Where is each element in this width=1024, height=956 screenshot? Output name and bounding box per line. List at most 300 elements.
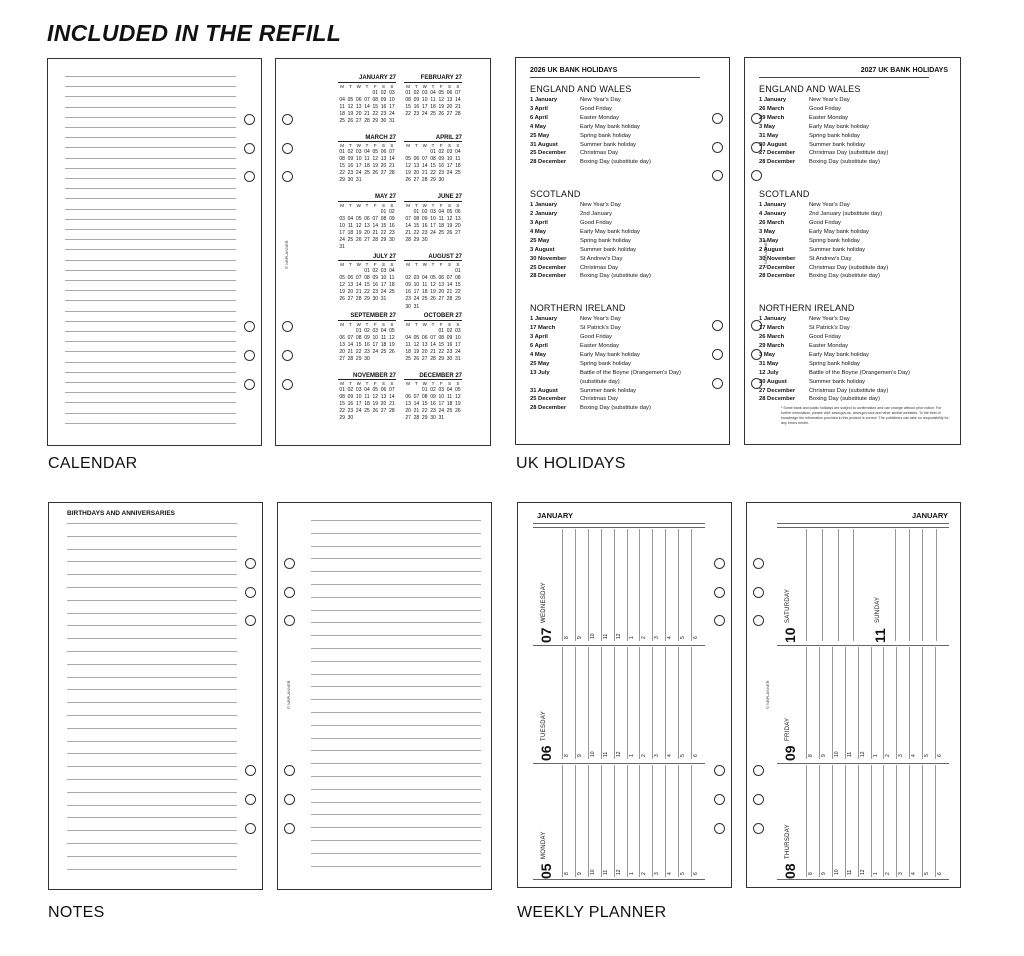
day-cell: 04: [380, 327, 387, 334]
day-cell: 21: [421, 170, 428, 177]
weekday-header: F: [373, 381, 377, 386]
day-cell: 27: [355, 117, 362, 124]
day-cell: 10: [413, 282, 420, 289]
day-cell: 06: [413, 156, 420, 163]
hour-column-line: [601, 765, 602, 877]
day-cell: 20: [339, 348, 345, 355]
ring-hole: [284, 794, 295, 805]
holiday-row: [530, 210, 612, 219]
day-name: FRIDAY: [785, 717, 791, 741]
holiday-name: New Year's Day: [809, 97, 850, 103]
region-heading: ENGLAND AND WALES: [530, 84, 632, 94]
day-cell: 29: [339, 415, 345, 422]
holiday-date: 28 December: [530, 159, 567, 166]
ring-hole: [282, 143, 293, 154]
day-cell: 25: [339, 117, 345, 124]
day-cell: 13: [380, 156, 387, 163]
holiday-date: 2 August: [759, 246, 784, 253]
holiday-row: [759, 387, 888, 396]
month-name: JULY 27: [338, 254, 396, 262]
holiday-date: 27 December: [759, 264, 796, 271]
day-cell: 03: [380, 268, 387, 275]
day-cell: 08: [380, 215, 387, 222]
day-cell: 18: [438, 222, 445, 229]
holiday-row: [759, 210, 882, 219]
day-cell: 05: [430, 275, 436, 282]
day-cell: 20: [413, 170, 420, 177]
day-cell: 01: [339, 149, 345, 156]
holiday-name: Easter Monday: [580, 343, 619, 349]
day-cell: 09: [380, 96, 387, 103]
day-cell: 29: [355, 355, 362, 362]
day-cell: 03: [455, 327, 461, 334]
holiday-row: [530, 123, 640, 132]
hour-label: 6: [693, 872, 700, 875]
holiday-name: Christmas Day: [580, 150, 619, 157]
hour-label: 1: [872, 754, 879, 757]
day-cell: 01: [421, 387, 428, 394]
day-cell: 16: [438, 163, 445, 170]
weekday-header: T: [365, 321, 369, 327]
weekly-planner-label: WEEKLY PLANNER: [517, 904, 667, 921]
day-cell: 20: [347, 289, 354, 296]
weekday-header: S: [390, 321, 394, 327]
holiday-row: [530, 158, 651, 167]
day-cell: 08: [455, 275, 461, 282]
day-cell: 25: [430, 110, 436, 117]
hour-column-line: [665, 765, 666, 877]
month-name: JUNE 27: [404, 194, 462, 202]
holiday-name: (substitute day): [580, 378, 620, 385]
day-name: SATURDAY: [785, 588, 791, 623]
day-cell: 12: [372, 394, 379, 401]
empty-cell: [404, 387, 412, 394]
ring-hole: [245, 765, 256, 776]
day-cell: 21: [405, 229, 411, 236]
day-cell: 02: [430, 387, 436, 394]
day-cell: 21: [389, 163, 395, 170]
month-grid: [338, 83, 396, 126]
day-cell: 25: [446, 408, 453, 415]
weekday-header: T: [431, 202, 435, 208]
notes-page-left: [48, 502, 263, 890]
holidays-2027-page: [744, 57, 961, 445]
hour-column-line: [858, 765, 859, 877]
weekday-header: W: [356, 202, 361, 208]
hour-label: 11: [602, 869, 609, 875]
empty-cell: [346, 90, 354, 97]
day-cell: 30: [372, 296, 379, 303]
day-cell: 12: [430, 282, 436, 289]
hour-column-line: [883, 647, 884, 759]
ruled-line: [65, 168, 236, 169]
day-cell: 17: [446, 163, 453, 170]
weekday-header: W: [356, 381, 361, 386]
day-cell: 24: [380, 289, 387, 296]
holiday-name: Boxing Day (substitute day): [580, 159, 651, 166]
day-cell: 05: [446, 208, 453, 215]
day-cell: 11: [364, 394, 370, 401]
holiday-date: 13 July: [530, 369, 550, 376]
day-cell: 13: [339, 341, 345, 348]
day-cell: 07: [347, 334, 354, 341]
holiday-date: 1 January: [530, 316, 558, 323]
holiday-row: [530, 360, 631, 369]
day-cell: 01: [355, 327, 362, 334]
weekday-header: F: [373, 321, 377, 327]
day-cell: 03: [438, 387, 445, 394]
weekday-header: S: [448, 381, 452, 386]
holiday-name: Good Friday: [809, 220, 841, 226]
weekday-header: M: [340, 321, 345, 327]
empty-cell: [338, 268, 346, 275]
day-cell: 07: [430, 334, 436, 341]
day-cell: 13: [347, 282, 354, 289]
day-cell: 20: [405, 408, 411, 415]
day-number: 11: [872, 628, 888, 643]
day-cell: 24: [421, 110, 428, 117]
day-cell: 19: [430, 289, 436, 296]
weekday-header: S: [456, 83, 460, 89]
month-name: NOVEMBER 27: [338, 373, 396, 381]
day-cell: 04: [339, 96, 345, 103]
hour-label: 3: [654, 636, 661, 639]
holiday-row: [759, 272, 880, 281]
day-cell: 26: [347, 117, 354, 124]
ring-hole: [244, 350, 255, 361]
uk-holidays-label: UK HOLIDAYS: [516, 455, 626, 472]
day-divider: [777, 763, 949, 764]
hour-column-line: [588, 765, 589, 877]
ring-hole: [245, 558, 256, 569]
day-cell: 11: [339, 103, 345, 110]
holiday-name: Summer bank holiday: [809, 246, 866, 253]
holiday-name: Early May bank holiday: [580, 351, 640, 358]
day-cell: 01: [405, 89, 411, 96]
day-cell: 15: [455, 282, 461, 289]
day-cell: 17: [455, 341, 461, 348]
day-cell: 10: [380, 275, 387, 282]
day-cell: 10: [438, 394, 445, 401]
holiday-name: Good Friday: [809, 334, 841, 341]
ring-hole: [753, 823, 764, 834]
holiday-name: Boxing Day (substitute day): [809, 273, 880, 280]
day-cell: 22: [438, 348, 445, 355]
day-cell: 28: [364, 117, 370, 124]
ruled-line: [67, 651, 237, 652]
day-cell: 17: [389, 103, 395, 110]
day-cell: 23: [446, 348, 453, 355]
holiday-name: Summer bank holiday: [580, 387, 637, 394]
hour-label: 3: [654, 872, 661, 875]
ruled-line: [311, 750, 481, 751]
holiday-row: [759, 237, 860, 246]
ruled-line: [67, 728, 237, 729]
holiday-date: 26 March: [759, 334, 785, 341]
day-cell: 11: [430, 96, 436, 103]
day-cell: 07: [355, 275, 362, 282]
day-cell: 06: [455, 208, 461, 215]
day-cell: 20: [421, 348, 428, 355]
day-cell: 04: [438, 208, 445, 215]
weekday-header: S: [390, 143, 394, 148]
ring-hole: [712, 349, 723, 360]
day-cell: 31: [380, 296, 387, 303]
day-cell: 01: [413, 208, 420, 215]
ruled-line: [311, 610, 481, 611]
ruled-line: [65, 382, 236, 383]
holiday-date: 28 December: [759, 273, 796, 280]
holiday-name: Early May bank holiday: [580, 123, 640, 130]
day-cell: 10: [446, 156, 453, 163]
day-cell: 13: [355, 103, 362, 110]
day-cell: 24: [355, 170, 362, 177]
hour-label: 11: [846, 869, 853, 875]
day-cell: 08: [355, 334, 362, 341]
ring-hole: [245, 794, 256, 805]
day-cell: 07: [364, 96, 370, 103]
month-name: APRIL 27: [404, 135, 462, 143]
day-cell: 10: [455, 334, 461, 341]
calendar-month: [338, 75, 396, 125]
ring-hole: [714, 765, 725, 776]
hour-column-line: [652, 529, 653, 641]
hour-label: 6: [693, 754, 700, 757]
calendar-month: [404, 373, 462, 423]
hour-label: 11: [846, 751, 853, 757]
day-cell: 31: [455, 355, 461, 362]
ring-hole: [284, 558, 295, 569]
holiday-date: 31 May: [759, 237, 779, 244]
day-cell: 07: [413, 394, 420, 401]
day-cell: 16: [421, 222, 428, 229]
month-grid: [338, 380, 396, 423]
holiday-date: 1 January: [759, 202, 787, 209]
day-cell: 01: [430, 149, 436, 156]
ruled-line: [311, 789, 481, 790]
day-cell: 28: [347, 355, 354, 362]
holiday-date: 1 January: [530, 97, 558, 103]
day-cell: 17: [438, 401, 445, 408]
holiday-row: [759, 96, 850, 105]
ruled-line: [65, 331, 236, 332]
weekday-header: T: [415, 143, 418, 148]
hour-column-line: [639, 647, 640, 759]
ruled-line: [65, 158, 236, 159]
holiday-name: New Year's Day: [580, 316, 621, 323]
day-cell: 08: [372, 96, 379, 103]
day-cell: 12: [438, 96, 445, 103]
holiday-row: [759, 246, 865, 255]
holiday-row: [759, 342, 848, 351]
day-cell: 16: [372, 282, 379, 289]
weekday-header: W: [422, 321, 427, 327]
hour-label: 6: [693, 636, 700, 639]
ruled-line: [311, 827, 481, 828]
day-cell: 12: [355, 222, 362, 229]
day-cell: 17: [421, 103, 428, 110]
day-cell: 24: [355, 408, 362, 415]
ruled-line: [65, 198, 236, 199]
holiday-date: 25 December: [530, 150, 567, 157]
empty-cell: [346, 268, 354, 275]
hour-column-line: [845, 765, 846, 877]
empty-cell: [404, 328, 412, 335]
holiday-name: Spring bank holiday: [580, 360, 631, 367]
holiday-name: Boxing Day (substitute day): [580, 405, 651, 412]
day-cell: 26: [446, 229, 453, 236]
hour-column-line: [691, 529, 692, 641]
holiday-date: 28 December: [530, 273, 567, 280]
holiday-row: [530, 149, 618, 158]
hour-label: 8: [564, 754, 570, 757]
day-cell: 17: [430, 222, 436, 229]
weekday-header: T: [431, 262, 435, 267]
day-cell: 30: [421, 236, 428, 243]
day-cell: 18: [455, 163, 461, 170]
weekday-header: S: [390, 381, 394, 386]
holiday-name: New Year's Day: [809, 316, 850, 323]
holiday-date: 25 May: [530, 360, 550, 367]
day-cell: 30: [389, 236, 395, 243]
holiday-date: 3 April: [530, 334, 548, 341]
day-cell: 01: [372, 89, 379, 96]
ruled-line: [67, 600, 237, 601]
day-cell: 28: [421, 177, 428, 184]
day-cell: 06: [347, 275, 354, 282]
holiday-date: 1 January: [530, 202, 558, 209]
day-cell: 26: [372, 408, 379, 415]
hour-label: 12: [615, 633, 622, 639]
day-cell: 22: [405, 110, 411, 117]
day-cell: 13: [405, 401, 411, 408]
hour-column-line: [858, 647, 859, 759]
notes-title: BIRTHDAYS AND ANNIVERSARIES: [67, 510, 175, 517]
holiday-name: St Andrew's Day: [809, 255, 852, 262]
planner-page-right: [746, 502, 961, 888]
day-cell: 23: [430, 408, 436, 415]
hour-column-line: [614, 529, 615, 641]
hour-column-line: [936, 529, 937, 641]
ring-hole: [714, 587, 725, 598]
ruled-line: [65, 188, 236, 189]
ruled-line: [65, 147, 236, 148]
day-cell: 21: [455, 103, 461, 110]
ruled-line: [65, 372, 236, 373]
day-cell: 23: [364, 348, 370, 355]
region-heading: SCOTLAND: [759, 189, 810, 200]
day-cell: 18: [347, 229, 354, 236]
ruled-line: [311, 840, 481, 841]
holiday-row: [530, 246, 636, 255]
ruled-line: [67, 523, 237, 524]
calendar-page-left: [47, 58, 262, 446]
day-cell: 12: [339, 282, 345, 289]
day-cell: 15: [372, 103, 379, 110]
empty-cell: [412, 387, 420, 394]
holiday-date: 31 May: [759, 132, 779, 139]
hour-label: 5: [924, 872, 931, 875]
day-cell: 02: [364, 327, 370, 334]
holiday-row: [759, 369, 910, 378]
day-cell: 10: [372, 334, 379, 341]
day-divider: [533, 645, 705, 646]
region-heading: ENGLAND AND WALES: [759, 84, 861, 94]
holiday-row: [759, 360, 860, 369]
month-grid: [404, 202, 462, 245]
weekday-header: T: [349, 381, 352, 386]
holiday-date: 6 April: [530, 114, 548, 121]
day-cell: 06: [421, 334, 428, 341]
day-cell: 10: [421, 96, 428, 103]
weekday-header: W: [422, 202, 427, 208]
day-cell: 09: [389, 215, 395, 222]
hour-column-line: [935, 765, 936, 877]
empty-cell: [355, 209, 363, 216]
day-cell: 29: [339, 177, 345, 184]
hour-column-line: [909, 529, 910, 641]
day-number: 10: [782, 627, 798, 643]
hour-column-line: [652, 765, 653, 877]
hour-label: 4: [667, 754, 674, 757]
hour-label: 8: [808, 754, 814, 757]
ruled-line: [311, 622, 481, 623]
day-cell: 06: [355, 96, 362, 103]
hour-label: 5: [924, 754, 931, 757]
hour-column-line: [883, 765, 884, 877]
day-cell: 18: [446, 401, 453, 408]
holiday-date: 29 March: [759, 114, 785, 121]
calendar-month: [338, 373, 396, 423]
weekday-header: F: [373, 262, 377, 267]
ruled-line: [65, 127, 236, 128]
empty-cell: [346, 328, 354, 335]
day-cell: 12: [413, 341, 420, 348]
day-cell: 22: [455, 289, 461, 296]
holiday-name: St Patrick's Day: [809, 325, 850, 332]
day-cell: 01: [364, 268, 370, 275]
holiday-row: [759, 132, 860, 141]
day-cell: 08: [405, 96, 411, 103]
holiday-name: Good Friday: [580, 334, 612, 341]
day-cell: 08: [339, 156, 345, 163]
holiday-row: [759, 228, 869, 237]
weekday-header: S: [382, 202, 386, 208]
day-cell: 15: [380, 222, 387, 229]
hour-label: 1: [628, 872, 635, 875]
day-cell: 22: [413, 229, 420, 236]
ruled-line: [311, 853, 481, 854]
weekday-header: T: [349, 321, 352, 327]
holiday-row: [759, 123, 869, 132]
holiday-date: 2 January: [530, 211, 558, 218]
month-grid: [338, 321, 396, 364]
day-cell: 04: [405, 334, 411, 341]
weekday-header: S: [390, 83, 394, 89]
weekday-header: W: [356, 143, 361, 148]
day-cell: 30: [430, 415, 436, 422]
holiday-date: 4 May: [530, 123, 547, 130]
ring-hole: [244, 321, 255, 332]
ruled-line: [65, 270, 236, 271]
day-cell: 21: [389, 401, 395, 408]
month-name: MAY 27: [338, 194, 396, 202]
hour-column-line: [639, 529, 640, 641]
hour-label: 10: [833, 751, 840, 757]
weekday-header: M: [406, 143, 411, 148]
day-cell: 24: [455, 348, 461, 355]
weekday-header: W: [422, 83, 427, 89]
